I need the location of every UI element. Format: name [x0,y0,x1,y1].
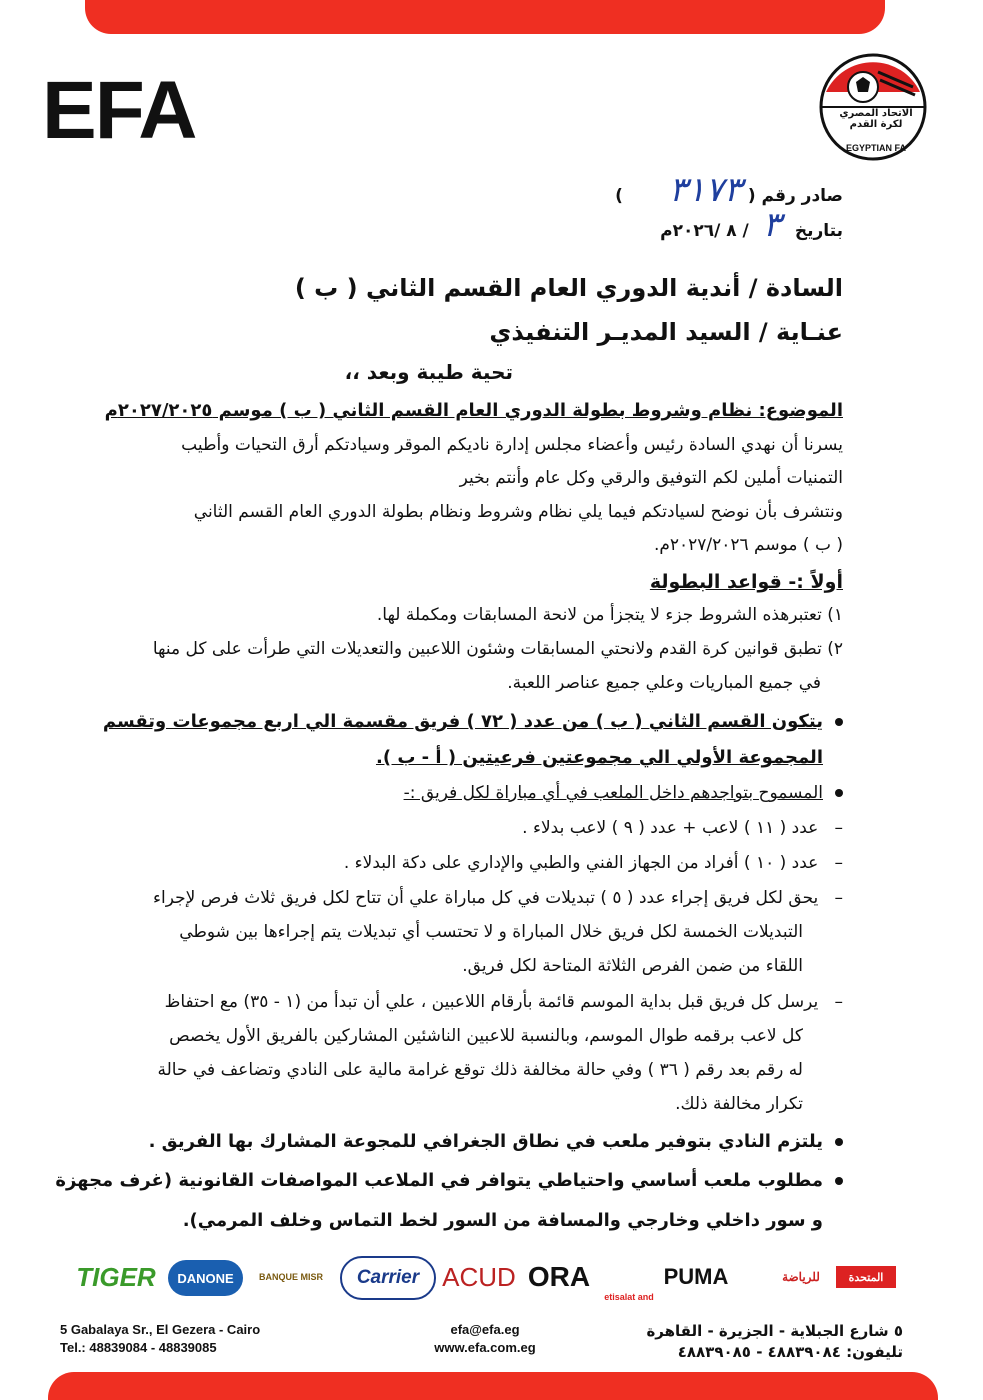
footer-english [60,1322,260,1358]
bold-bullet-2 [149,1133,843,1151]
numbers-rule-text-1: يرسل كل فريق قبل بداية الموسم قائمة بأرقام اللاعبين ، علي أن تبدأ من (١ - ٣٥) مع احتفاظ [164,992,819,1012]
crest-line-2: لكرة القدم [849,119,903,130]
sponsor-carrier-logo: Carrier [340,1256,436,1300]
numbers-rule-line-1: – يرسل كل فريق قبل بداية الموسم قائمة بأرقام اللاعبين ، علي أن تبدأ من (١ - ٣٥) مع احتفاظ [164,992,843,1012]
subs-rule-text-1: يحق لكل فريق إجراء عدد ( ٥ ) تبديلات في كل مباراة علي أن تتاح لكل فريق ثلاث فرص لإجراء [153,888,819,908]
intro-line-3: ونتشرف بأن نوضح لسيادتكم فيما يلي نظام وشروط ونظام بطولة الدوري العام القسم الثاني [193,502,843,522]
section-heading: أولاً :- قواعد البطولة [649,571,843,593]
bold-bullet-3-text: مطلوب ملعب أساسي واحتياطي يتوافر في الملاعب المواصفات القانونية (غرف مجهزة [55,1170,823,1191]
dash-item-2: – عدد ( ١٠ ) أفراد من الجهاز الفني والطبي والإداري على دكة البدلاء . [343,853,843,873]
subs-rule-line-2: التبديلات الخمسة لكل فريق خلال المباراة و لا تحتسب أي تبديلات يتم إجراءها بين شوطي [179,922,803,942]
date-day: ٣ [762,205,781,245]
numbers-rule-line-4: تكرار مخالفة ذلك. [675,1094,803,1114]
footer-arabic [646,1322,903,1364]
sponsor-puma-logo: PUMA [663,1264,729,1289]
intro-line-1: يسرنا أن نهدي السادة رئيس وأعضاء مجلس إدارة ناديكم الموقر وسيادتكم أرق التحيات وأطيب [181,435,843,455]
sponsor-banque-misr-logo: BANQUE MISR [258,1272,323,1282]
crest-caption: EGYPTIAN FA [845,143,906,153]
issue-number-line [615,170,843,210]
sponsor-ora-logo: ORA [527,1261,591,1292]
bold-bullet-3 [55,1172,843,1190]
bold-bullet-1-text: يتكون القسم الثاني ( ب ) من عدد ( ٧٢ ) فريق مقسمة الي اربع مجموعات وتقسم [102,711,823,732]
intro-line-2: التمنيات أملين لكم التوفيق والرقي وكل عام وأنتم بخير [459,468,843,488]
issue-label: صادر رقم ( [747,186,843,206]
subject-line: الموضوع: نظام وشروط بطولة الدوري العام القسم الثاني ( ب ) موسم ٢٠٢٧/٢٠٢٥م [104,400,843,421]
footer-contact [425,1322,545,1358]
addressee-line-2: عنـاية / السيد المديـر التنفيذي [489,318,843,346]
footer-tel-ar: تليفون: ٤٨٨٣٩٠٨٤ - ٤٨٨٣٩٠٨٥ [677,1343,903,1361]
addressee-line-1: السادة / أندية الدوري العام القسم الثاني ( ب ) [294,274,843,302]
footer-website[interactable]: www.efa.com.eg [434,1340,536,1355]
dash-item-1-text: عدد ( ١١ ) لاعب + عدد ( ٩ ) لاعب بدلاء . [522,818,819,838]
rule-2-cont: في جميع المباريات وعلي جميع عناصر اللعبة. [507,673,821,693]
bullet-icon [835,1177,843,1185]
bold-bullet-1 [103,713,843,731]
bold-bullet-1-cont: المجموعة الأولي الي مجموعتين فرعيتين ( أ - ب ). [375,747,823,768]
bold-bullet-2-text: يلتزم النادي بتوفير ملعب في نطاق الجغرافي للمجوعة المشارك بها الفريق . [148,1131,823,1152]
allowed-heading [404,785,843,802]
bullet-icon [835,1138,843,1146]
footer-tel-en: Tel.: 48839084 - 48839085 [60,1340,217,1355]
intro-line-4: ( ب ) موسم ٢٠٢٧/٢٠٢٦م. [653,535,843,555]
crest-line-1: الاتحاد المصري [839,108,913,119]
bullet-icon [835,789,843,797]
sponsor-danone-logo: DANONE [168,1260,243,1296]
date-line [660,205,843,245]
subs-rule-line-3: اللقاء من ضمن الفرص الثلاثة المتاحة لكل فريق. [462,956,803,976]
rule-2: ٢) تطبق قوانين كرة القدم ولانحتي المسابقات وشئون اللاعبين والتعديلات التي طرأت على كل منها [152,639,843,659]
bottom-red-banner [48,1372,938,1400]
sponsor-acud-logo: ACUD [442,1261,516,1292]
footer-email[interactable]: efa@efa.eg [450,1322,520,1337]
sponsor-united-logo: المتحدة [836,1266,896,1288]
numbers-rule-line-2: كل لاعب برقمه طوال الموسم، وبالنسبة للاعبين الناشئين المشاركين بالفريق الأول يخصص [169,1026,803,1046]
dash-item-1: – عدد ( ١١ ) لاعب + عدد ( ٩ ) لاعب بدلاء . [522,818,843,838]
bold-bullet-3-cont: و سور داخلي وخارجي والمسافة من السور لخط التماس وخلف المرمي). [182,1210,823,1231]
sponsor-etisalat-logo: etisalat and [604,1292,654,1302]
date-label: بتاريخ [794,221,843,241]
issue-number: ٣١٧٣ [668,170,742,210]
sponsor-logos-strip [70,1252,900,1307]
dash-item-2-text: عدد ( ١٠ ) أفراد من الجهاز الفني والطبي والإداري على دكة البدلاء . [343,853,819,873]
rule-1: ١) تعتبرهذه الشروط جزء لا يتجزأ من لانحة المسابقات ومكملة لها. [376,605,843,625]
allowed-heading-text: المسموح بتواجدهم داخل الملعب في أي مباراة لكل فريق :- [403,783,823,803]
numbers-rule-line-3: له رقم بعد رقم ( ٣٦ ) وفي حالة مخالفة ذلك توقع غرامة مالية على النادي وتضاعف في حالة [157,1060,803,1080]
date-rest: / ٨ /٢٠٢٦م [660,221,749,241]
sponsor-tiger-logo: TIGER [76,1261,156,1292]
subs-rule-line-1: – يحق لكل فريق إجراء عدد ( ٥ ) تبديلات في كل مباراة علي أن تتاح لكل فريق ثلاث فرص لإجراء [153,888,843,908]
footer-address-ar: ٥ شارع الجبلاية - الجزيرة - القاهرة [646,1322,903,1340]
top-red-banner [85,0,885,34]
bullet-icon [835,718,843,726]
issue-close: ) [615,186,623,206]
sponsor-sports-logo: للرياضة [782,1270,820,1284]
footer-address-en: 5 Gabalaya Sr., El Gezera - Cairo [60,1322,261,1337]
greeting: تحية طيبة وبعد ،، [344,360,513,384]
efa-logo: EFA [42,65,196,156]
